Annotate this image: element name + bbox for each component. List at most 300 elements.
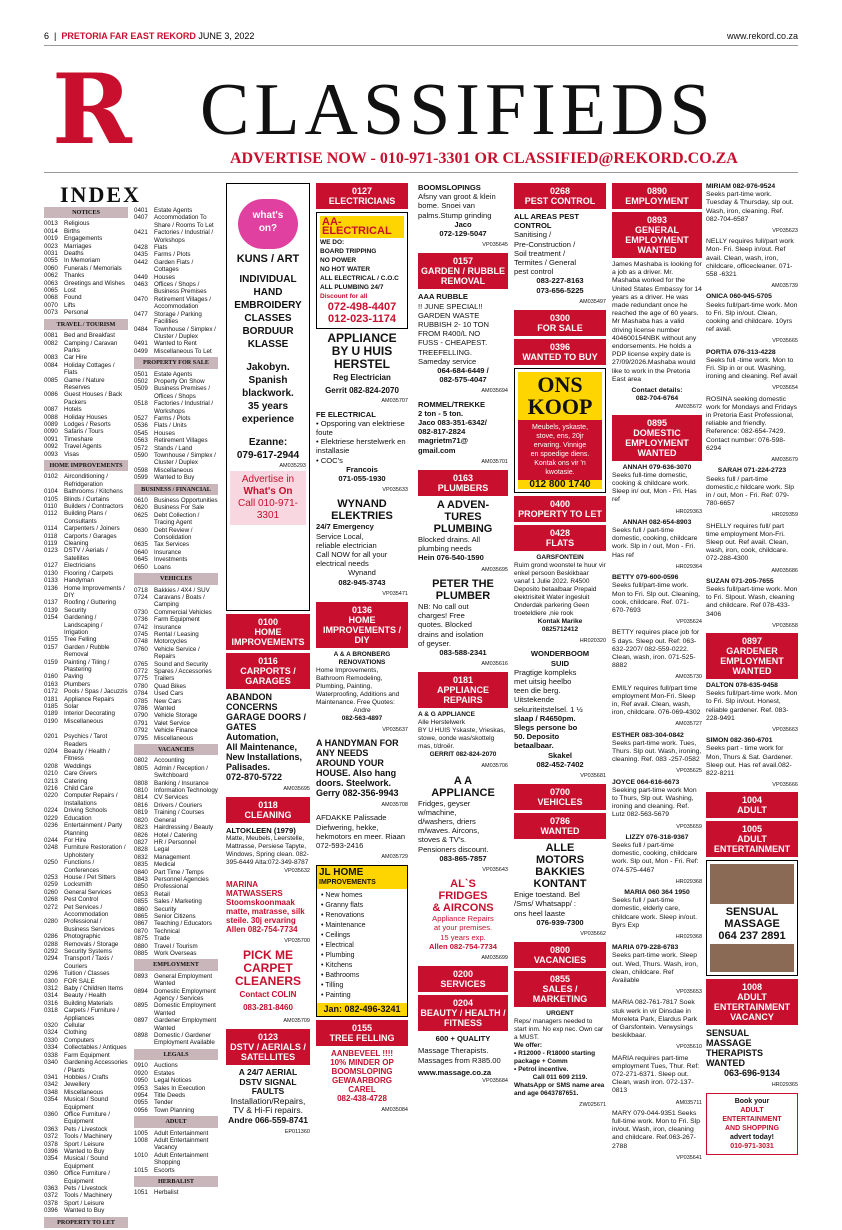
index-label: Insurance [154, 548, 182, 556]
index-code: 0280 [44, 918, 58, 926]
index-entry [134, 430, 218, 437]
ref-code: HR029364 [675, 563, 702, 570]
index-code: 0853 [134, 890, 148, 898]
index-label: Furniture Restoration / Upholstery [64, 844, 126, 859]
index-entry [44, 473, 128, 488]
index-code: 0088 [44, 413, 58, 421]
index-code: 0835 [134, 861, 148, 869]
index-code: 0119 [44, 540, 58, 548]
index-label: Carports / Garages [64, 532, 117, 540]
index-label: Sound and Security [154, 660, 209, 668]
index-label: Business Premises / Offices / Shops [154, 385, 211, 400]
index-code: 0428 [134, 244, 148, 252]
index-code: 0650 [134, 563, 148, 571]
aa-title: AA-ELECTRICAL [320, 216, 404, 238]
index-label: Retail [154, 890, 170, 898]
index-entry [44, 874, 128, 881]
index-entry [134, 727, 218, 734]
index-code: 0536 [134, 422, 148, 430]
index-code: 0894 [134, 987, 148, 995]
afdakke-ad: AFDAKKE Palissade Diefwering, hekke, hekmotors en meer. Riaan 072-593-2416 [316, 813, 406, 851]
index-label: Hotels [64, 406, 82, 414]
index-label: Farm Equipment [64, 1051, 110, 1059]
index-code: 0760 [134, 645, 148, 653]
index-label: Hotel / Catering [154, 831, 197, 839]
index-entry [44, 451, 128, 458]
index-entry [44, 614, 128, 636]
ref-code: VP035625 [676, 768, 702, 775]
index-label: Accounting [154, 757, 185, 765]
index-entry [44, 1044, 128, 1051]
index-code: 0288 [44, 940, 58, 948]
index-code: 0244 [44, 836, 58, 844]
index-entry [44, 1074, 128, 1081]
altokleen-text: Matte, Meubels, Leerstelle, Mattrasse, Persiese Tapyte, Windows, Spring clean. 082-395-6449 Alta:072-349-8787 [226, 835, 309, 867]
index-label: Medical [154, 861, 176, 869]
index-label: Pets / Livestock [64, 1125, 108, 1133]
index-label: Removals / Storage [64, 940, 119, 948]
index-entry [44, 1133, 128, 1140]
index-label: Adult Entertainment Vacancy [154, 1136, 209, 1152]
index-label: Airconditioning / Refridgeration [64, 473, 109, 488]
index-code: 0635 [134, 541, 148, 549]
index-entry [134, 698, 218, 705]
index-label: Interior Decorating [64, 710, 115, 718]
index-code: 0114 [44, 525, 58, 533]
index-entry [134, 683, 218, 690]
index-label: General Services [64, 888, 112, 896]
index-entry [134, 549, 218, 556]
index-label: Adult Entertainment Shopping [154, 1151, 209, 1167]
index-label: Building Plans / Consultants [64, 510, 107, 525]
index-entry [134, 906, 218, 913]
index-section-header: TRAVEL / TOURISM [44, 319, 128, 330]
index-code: 0893 [134, 972, 148, 980]
index-entry [44, 533, 128, 540]
index-entry [134, 244, 218, 251]
sarah-ad: SARAH 071-224-2723 Seeks full / part-time domestic,c hildcare work. Slp in / out, Mon - Fri. Ref: 079-780-6657 [706, 467, 795, 508]
index-label: Debt Collection / Tracing Agent [154, 511, 200, 527]
ref-code: AM035701 [481, 458, 508, 465]
index-label: Storage / Parking Facilities [154, 310, 202, 326]
index-entry [134, 898, 218, 905]
index-entry [44, 1000, 128, 1007]
marina-ad: MARINA MATWASSERS Stoomskoonmaak matte, matrasse, silk steile. 30j ervaring Allen 082-754-7734 [226, 879, 305, 934]
index-code: 0133 [44, 577, 58, 585]
nelly-ad: NELLY requires full/part work Mon- Fri. Sleep in/out. Ref avail. Clean, wash, iron, childcare, officecleaner. 071-558 -6321 [706, 238, 794, 279]
index-code: 0875 [134, 935, 148, 943]
index-label: Psychics / Tarot Readers [64, 733, 108, 748]
index-section-header: PROPERTY FOR SALE [134, 357, 218, 368]
index-code: 0372 [44, 1133, 58, 1141]
index-code: 0268 [44, 896, 58, 904]
index-label: Computers [64, 1036, 95, 1044]
index-code: 0870 [134, 927, 148, 935]
index-entry [44, 332, 128, 339]
ref-code: VP035641 [676, 1154, 702, 1161]
adventures-plumbing-ad: A ADVEN- TURES PLUMBING Blocked drains. All plumbing needs Hein 076-540-1590 [418, 499, 493, 563]
index-entry [134, 1085, 218, 1092]
index-code: 0442 [134, 258, 148, 266]
index-label: Miscellaneous [154, 734, 194, 742]
ref-code: VP035471 [382, 590, 408, 597]
index-label: Wanted to Buy [64, 1147, 105, 1155]
index-code: 0953 [134, 1084, 148, 1092]
index-label: Farms / Plots [154, 251, 191, 259]
index-code: 0213 [44, 777, 58, 785]
ref-code: AM035672 [675, 404, 702, 411]
ref-code: AM035679 [771, 457, 798, 464]
index-entry [134, 950, 218, 957]
index-label: Estates [154, 1069, 175, 1077]
index-label: Visas [64, 450, 80, 458]
aa-appliance-ad: A A APPLIANCE Fridges, geyser w/machine, d/washers, driers m/waves. Aircons, stoves & TV's. Pensioners discount. 083-865-7857 [418, 774, 495, 863]
index-label: Flats / Units [154, 422, 187, 430]
index-code: 0791 [134, 719, 148, 727]
index-label: Plumbers [64, 680, 91, 688]
index-entry [134, 564, 218, 571]
index-entry [134, 214, 218, 229]
index-code: 0645 [134, 556, 148, 564]
boomslopings-ad: BOOMSLOPINGS Afsny van groot & klein bome. Snoei van palms.Stump grinding Jaco 072-129-5047 [418, 183, 496, 239]
index-code: 0019 [44, 235, 58, 243]
index-entry [44, 955, 128, 970]
index-code: 0897 [134, 1017, 148, 1025]
index-entry [134, 869, 218, 876]
index-code: 0139 [44, 606, 58, 614]
index-label: Security [64, 606, 87, 614]
category-header: 1004 ADULT [706, 792, 798, 818]
index-entry [134, 512, 218, 527]
index-label: Teaching / Educators [154, 920, 212, 928]
index-entry [44, 377, 128, 392]
kuns-heading: KUNS / ART [236, 253, 300, 265]
index-label: Deaths [64, 250, 84, 258]
column-6 [514, 180, 606, 1180]
index-code: 0840 [134, 868, 148, 876]
abandon-ad: ABANDON CONCERNS GARAGE DOORS / GATES Automation, All Maintenance, New Installations, Palisades. 072-870-5722 [226, 692, 307, 782]
index-label: Training / Courses [154, 809, 205, 817]
category-header: 0400 PROPERTY TO LET [514, 496, 606, 522]
index-label: Investments [154, 556, 188, 564]
index-label: Weddings [64, 762, 92, 770]
index-title: INDEX [60, 182, 141, 207]
index-entry [44, 540, 128, 547]
appliance-ad: APPLIANCE BY U HUIS HERSTEL Reg Electrician Gerrit 082-824-2070 [325, 331, 399, 396]
index-label: Gardener Employment Wanted [154, 1017, 217, 1032]
rekord-logo: R [52, 53, 132, 166]
index-entry [134, 1032, 218, 1047]
index-code: 0085 [44, 376, 58, 384]
ref-code: HR029368 [675, 934, 702, 941]
index-code: 0396 [44, 1147, 58, 1155]
page-title: CLASSIFIEDS [200, 69, 716, 151]
index-label: Transport / Taxis / Couriers [64, 955, 113, 970]
index-entry [44, 228, 128, 235]
index-entry [134, 527, 218, 542]
index-label: FOR SALE [64, 977, 95, 985]
index-code: 0843 [134, 875, 148, 883]
index-label: Lost [64, 287, 76, 295]
category-header: 0428 FLATS [514, 525, 606, 551]
index-code: 0014 [44, 227, 58, 235]
index-code: 0955 [134, 1099, 148, 1107]
index-label: Sport / Leisure [64, 1140, 105, 1148]
index-code: 0855 [134, 898, 148, 906]
index-label: Trailers [154, 675, 175, 683]
index-entry [44, 354, 128, 361]
index-label: Office Furniture / Equipment [64, 1110, 110, 1126]
category-header: 0118 CLEANING [226, 797, 310, 823]
index-label: Collectables / Antiques [64, 1044, 127, 1052]
index-code: 0910 [134, 1062, 148, 1070]
index-entry [44, 918, 128, 933]
index-label: Trade [154, 935, 170, 943]
index-entry [134, 913, 218, 920]
index-entry [44, 1059, 128, 1074]
index-code: 0318 [44, 1007, 58, 1015]
index-code: 0312 [44, 985, 58, 993]
index-code: 0865 [134, 912, 148, 920]
index-entry [44, 881, 128, 888]
index-code: 1015 [134, 1166, 148, 1174]
index-label: Domestic Employment Agency / Services [154, 987, 216, 1003]
ref-code: HR029359 [771, 512, 798, 519]
index-code: 0477 [134, 310, 148, 318]
index-entry [134, 1099, 218, 1106]
index-code: 0087 [44, 406, 58, 414]
maria4-ad: MARIA requires part-time employment Tues, Thur. Ref: 072-271-6371. Sleep out. Clean, wash iron. 072-137-0813 [612, 1054, 700, 1095]
index-code: 0137 [44, 599, 58, 607]
index-code: 0127 [44, 562, 58, 570]
index-label: Loans [154, 563, 171, 571]
index-entry [134, 668, 218, 675]
index-entry [134, 832, 218, 839]
index-label: Technical [154, 927, 180, 935]
index-label: Factories / Industrial / Workshops [154, 400, 214, 415]
header-site[interactable]: www.rekord.co.za [726, 31, 798, 41]
index-code: 0620 [134, 504, 148, 512]
index-code: 0502 [134, 377, 148, 385]
index-code: 0083 [44, 354, 58, 362]
header-left: 6 | PRETORIA FAR EAST REKORD JUNE 3, 2022 [44, 31, 255, 41]
index-label: Retirement Villages / Accommodation [154, 295, 211, 311]
index-entry [134, 1130, 218, 1137]
title-rule [44, 172, 798, 173]
index-code: 0260 [44, 888, 58, 896]
header-rule [44, 45, 798, 46]
index-entry [134, 757, 218, 764]
ref-code: VP035624 [676, 619, 702, 626]
ref-code: AM035727 [675, 721, 702, 728]
index-label: Cellular [64, 1022, 85, 1030]
category-header: 1005 ADULT ENTERTAINMENT [706, 821, 798, 857]
index-label: Commercial Vehicles [154, 608, 212, 616]
index-code: 0068 [44, 294, 58, 302]
index-code: 0330 [44, 1036, 58, 1044]
index-entry [134, 846, 218, 853]
index-entry [44, 570, 128, 577]
index-code: 1008 [134, 1136, 148, 1144]
index-label: Holiday Cottages / Flats [64, 361, 115, 377]
index-code: 0598 [134, 466, 148, 474]
index-entry [44, 644, 128, 659]
fe-electrical-ad: FE ELECTRICAL • Opsporing van elektriese foute • Elektriese herstelwerk en installasie • COC's Francois 071-055-1930 [316, 409, 406, 484]
index-label: Tools / Machinery [64, 1133, 113, 1141]
index-entry [134, 587, 218, 594]
index-code: 0248 [44, 844, 58, 852]
index-code: 0784 [134, 690, 148, 698]
index-entry [44, 1155, 128, 1170]
sensual-therapists-ad: SENSUAL MASSAGE THERAPISTS WANTED 063-696-9134 [706, 1028, 781, 1079]
ref-code: AM035739 [771, 283, 798, 290]
index-entry [44, 1081, 128, 1088]
ref-code: VP035653 [676, 989, 702, 996]
index-entry [44, 525, 128, 532]
index-entry [44, 302, 128, 309]
index-code: 0091 [44, 435, 58, 443]
index-code: 0089 [44, 420, 58, 428]
massage-url[interactable]: www.massage.co.za [418, 1067, 492, 1077]
index-entry [44, 770, 128, 777]
index-code: 0229 [44, 814, 58, 822]
index-entry [134, 891, 218, 898]
index-code: 0189 [44, 710, 58, 718]
index-entry [44, 235, 128, 242]
index-section-header [44, 727, 128, 731]
category-header: 0136 HOME IMPROVEMENTS / DIY [316, 602, 408, 648]
maria3-ad: MARIA 082-761-7817 Soek stuk werk in vir Dinsdae in Moreleta Park, Elardus Park of Garsfontein. Verwysings beskikbaar. [612, 999, 697, 1040]
index-entry [44, 421, 128, 428]
lizzy-ad: LIZZY 076-318-9367 Seeks full / part-time domestic, cooking, childcare work. Slp out, Mon - Fri. Ref: 074-575-4467 [612, 833, 699, 874]
index-code: 0314 [44, 992, 58, 1000]
index-entry [134, 735, 218, 742]
ref-code: AM035709 [283, 1017, 310, 1024]
index-code: 0338 [44, 1051, 58, 1059]
index-label: Sport / Leisure [64, 1199, 105, 1207]
embroidery-ad: INDIVIDUAL HAND EMBROIDERY CLASSES BORDUUR KLASSE Jakobyn. Spanish blackwork. 35 years experience Ezanne: 079-617-2944 [234, 274, 302, 461]
ref-code: AM035729 [381, 854, 408, 861]
index-label: Business For Sale [154, 504, 205, 512]
index-label: Building Materials [64, 999, 113, 1007]
massage-ad: Massage Therapists. Massages from R385.00 [418, 1046, 501, 1065]
ref-code: AM035497 [579, 298, 606, 305]
index-label: Domestic Employment Wanted [154, 1002, 216, 1017]
category-header: 0204 BEAUTY / HEALTH / FITNESS [418, 995, 508, 1031]
index-entry [44, 220, 128, 227]
index-code: 0920 [134, 1069, 148, 1077]
ref-code: VP035633 [382, 487, 408, 494]
index-label: Cleaning [64, 540, 89, 548]
index-code: 0795 [134, 734, 148, 742]
index-code: 0790 [134, 712, 148, 720]
index-code: 0320 [44, 1022, 58, 1030]
index-entry [44, 778, 128, 785]
index-code: 0363 [44, 1185, 58, 1192]
index-entry [134, 794, 218, 801]
index-entry [134, 467, 218, 474]
index-entry [134, 1107, 218, 1114]
index-entry [44, 309, 128, 316]
index-code: 0572 [134, 444, 148, 452]
index-label: Valet Service [154, 719, 190, 727]
index-label: Security Systems [64, 948, 112, 955]
index-label: Quad Bikes [154, 682, 186, 690]
index-label: Herbalist [154, 1189, 179, 1197]
index-label: Sales In Execution [154, 1084, 206, 1092]
index-entry [44, 1089, 128, 1096]
index-entry [134, 497, 218, 504]
category-header: 0200 SERVICES [418, 966, 508, 992]
category-header: 1008 ADULT ENTERTAINMENT VACANCY [706, 979, 798, 1025]
annah2-ad: ANNAH 082-654-8903 Seeks full / part-time domestic, cooking, childcare work. Slp in / out, Mon - Fri. Has ref [612, 518, 698, 559]
ref-code: AM035686 [771, 567, 798, 574]
index-label: Accommodation To Share / Rooms To Let [154, 214, 214, 229]
index-code: 0354 [44, 1096, 58, 1104]
category-header: 0897 GARDENER EMPLOYMENT WANTED [706, 633, 798, 679]
index-label: Miscellaneous To Let [154, 347, 212, 355]
index-label: Safaris / Tours [64, 428, 104, 436]
index-entry [44, 510, 128, 525]
index-entry [134, 452, 218, 467]
index-code: 0104 [44, 488, 58, 496]
onica-ad: ONICA 060-945-5705 Seeks full/part-time work. Mon to Fri. Slp in/out. Clean, cooking and childcare. 10yrs ref avail. [706, 293, 798, 334]
index-code: 1051 [134, 1189, 148, 1197]
index-entry [134, 445, 218, 452]
index-entry [134, 422, 218, 429]
index-code: 0070 [44, 301, 58, 309]
index-code: 0159 [44, 658, 58, 666]
ref-code: AM035707 [381, 398, 408, 405]
index-label: General Employment Wanted [154, 972, 213, 988]
index-label: Lodges / Resorts [64, 420, 111, 428]
index-label: Jewellery [64, 1081, 90, 1089]
index-label: Functions / Conferences [64, 859, 100, 874]
index-label: Houses [154, 429, 175, 437]
index-code: 0154 [44, 614, 58, 622]
ref-code: AM035706 [481, 763, 508, 770]
index-code: 0470 [134, 295, 148, 303]
index-entry [44, 718, 128, 725]
index-code: 0545 [134, 429, 148, 437]
ref-code: AM035695 [283, 786, 310, 792]
index-code: 0354 [44, 1155, 58, 1163]
index-entry [134, 920, 218, 927]
index-code: 0826 [134, 831, 148, 839]
index-label: Game / Nature Reserves [64, 376, 105, 391]
index-entry [134, 296, 218, 311]
index-entry [44, 265, 128, 272]
ref-code: VP035632 [284, 868, 310, 875]
index-entry [44, 257, 128, 264]
index-label: Security [154, 905, 177, 913]
index-code: 0827 [134, 838, 148, 846]
index-label: Stands / Land [154, 444, 193, 452]
index-label: Musical / Sound Equipment [64, 1096, 109, 1111]
index-code: 0157 [44, 643, 58, 651]
index-entry [134, 809, 218, 816]
index-label: Retirement Villages [154, 437, 208, 445]
index-code: 0509 [134, 385, 148, 393]
index-label: Senior Citizens [154, 912, 196, 920]
index-label: Townhouse / Simplex / Cluster / Duplex [154, 325, 216, 340]
index-code: 0745 [134, 630, 148, 638]
index-label: Religious [64, 220, 90, 228]
advertise-whats-on: Advertise in What's On Call 010-971-3301 [230, 471, 306, 525]
index-code: 0820 [134, 816, 148, 824]
index-entry [134, 1017, 218, 1032]
index-code: 0363 [44, 1125, 58, 1133]
